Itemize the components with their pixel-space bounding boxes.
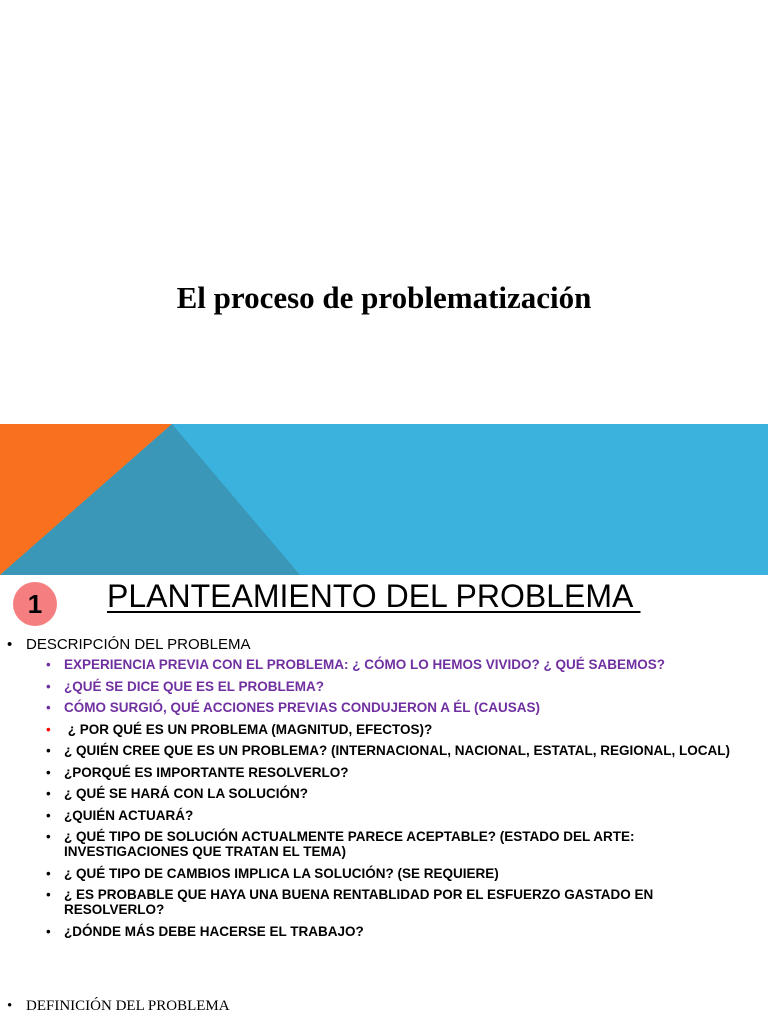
bullet-icon: • (46, 657, 51, 672)
section-number-badge: 1 (13, 582, 57, 626)
subitem-tipo-solucion (0, 829, 768, 859)
subitem-que-se-dice (0, 679, 768, 694)
bullet-icon: • (46, 887, 51, 902)
subitem-text: ¿ QUIÉN CREE QUE ES UN PROBLEMA? (INTERNACIONAL, NACIONAL, ESTATAL, REGIONAL, LOCAL) (64, 743, 730, 758)
outline-item-descripcion (0, 636, 768, 653)
subitem-por-que (0, 722, 768, 737)
bullet-icon: • (7, 636, 13, 653)
subitem-text: ¿QUÉ SE DICE QUE ES EL PROBLEMA? (64, 678, 325, 694)
bullet-icon: • (46, 807, 51, 823)
bullet-icon: • (46, 829, 51, 844)
subitem-text: ¿ POR QUÉ ES UN PROBLEMA (MAGNITUD, EFECTOS)? (64, 721, 433, 737)
subitem-quien-cree (0, 743, 768, 758)
bullet-icon: • (46, 923, 51, 939)
bullet-icon: • (7, 998, 13, 1014)
subitem-text: ¿ QUÉ TIPO DE CAMBIOS IMPLICA LA SOLUCIÓN? (SE REQUIERE) (64, 865, 499, 881)
subitem-que-se-hara (0, 786, 768, 801)
bullet-icon: • (46, 700, 51, 715)
subitem-quien-actuara (0, 808, 768, 823)
outline-item-definicion (0, 998, 768, 1015)
subitem-text: ¿PORQUÉ ES IMPORTANTE RESOLVERLO? (64, 764, 349, 780)
decorative-banner (0, 424, 768, 575)
bullet-icon: • (46, 743, 51, 758)
section-heading (0, 578, 768, 628)
subitem-text: ¿ ES PROBABLE QUE HAYA UNA BUENA RENTABLIDAD POR EL ESFUERZO GASTADO EN RESOLVERLO? (64, 887, 654, 917)
subitem-donde-mas (0, 924, 768, 939)
subitem-text: ¿ QUÉ SE HARÁ CON LA SOLUCIÓN? (64, 786, 309, 801)
slide-title: El proceso de problematización (176, 280, 592, 315)
bullet-icon: • (46, 721, 51, 737)
problem-outline (0, 636, 768, 945)
title-slide (0, 0, 768, 424)
outline-item-definicion-wrapper (0, 998, 768, 1015)
bullet-icon: • (46, 865, 51, 881)
outline-item-label: DEFINICIÓN DEL PROBLEMA (26, 998, 230, 1014)
subitem-porque-importante (0, 765, 768, 780)
subitem-experiencia (0, 657, 768, 672)
subitem-text: EXPERIENCIA PREVIA CON EL PROBLEMA: ¿ CÓMO LO HEMOS VIVIDO? ¿ QUÉ SABEMOS? (64, 657, 666, 672)
subitem-text: ¿QUIÉN ACTUARÁ? (64, 807, 194, 823)
subitem-text: ¿ QUÉ TIPO DE SOLUCIÓN ACTUALMENTE PARECE ACEPTABLE? (ESTADO DEL ARTE: INVESTIGACIONES QUE TRATAN EL TEMA) (64, 829, 635, 859)
bullet-icon: • (46, 678, 51, 694)
subitem-text: ¿DÓNDE MÁS DEBE HACERSE EL TRABAJO? (64, 923, 364, 939)
outline-item-label: DESCRIPCIÓN DEL PROBLEMA (26, 636, 251, 653)
section-title: PLANTEAMIENTO DEL PROBLEMA (107, 578, 641, 614)
bullet-icon: • (46, 764, 51, 780)
subitem-como-surgio (0, 700, 768, 715)
subitem-text: CÓMO SURGIÓ, QUÉ ACCIONES PREVIAS CONDUJERON A ÉL (CAUSAS) (64, 700, 541, 715)
bullet-icon: • (46, 786, 51, 801)
subitem-rentabilidad (0, 887, 768, 917)
descripcion-subitems (0, 657, 768, 939)
subitem-tipo-cambios (0, 866, 768, 881)
